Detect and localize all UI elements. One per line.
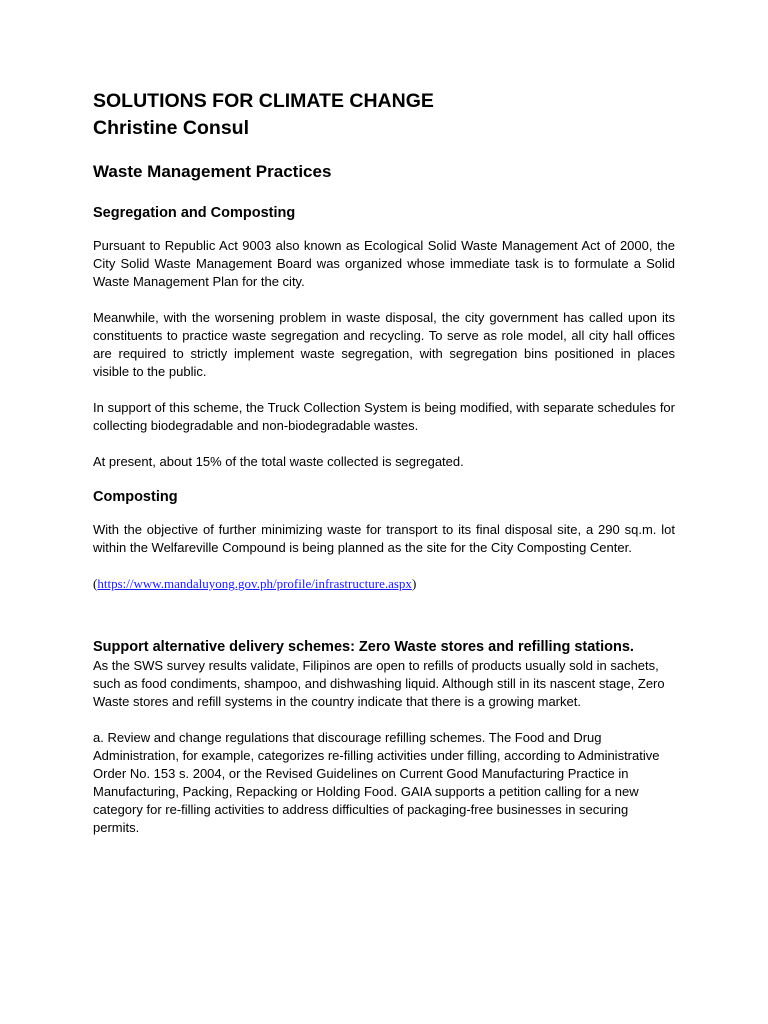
document-author: Christine Consul	[93, 117, 250, 139]
heading-composting: Composting	[93, 489, 178, 505]
segregation-paragraph-3: In support of this scheme, the Truck Collection System is being modified, with separate schedules for collecting biodegradable and non-biodegradable wastes.	[93, 400, 675, 433]
source-link[interactable]: https://www.mandaluyong.gov.ph/profile/infrastructure.aspx	[97, 576, 412, 591]
heading-support-alternative-delivery: Support alternative delivery schemes: Zero Waste stores and refilling stations.	[93, 639, 634, 655]
support-paragraph-1: As the SWS survey results validate, Filipinos are open to refills of products usually sold in sachets, such as food condiments, shampoo, and dishwashing liquid. Although still in its nascent stage, Zero Waste stores and refill systems in the country indicate that there is a growing market.	[93, 658, 665, 709]
document-page	[93, 88, 675, 837]
citation-close-paren: )	[411, 576, 417, 591]
segregation-paragraph-1: Pursuant to Republic Act 9003 also known as Ecological Solid Waste Management Act of 2000, the City Solid Waste Management Board was organized whose immediate task is to formulate a Solid Waste Management Plan for the city.	[93, 238, 675, 289]
composting-paragraph: With the objective of further minimizing waste for transport to its final disposal site, a 290 sq.m. lot within the Welfareville Compound is being planned as the site for the City Composting Center.	[93, 522, 675, 555]
segregation-paragraph-4: At present, about 15% of the total waste collected is segregated.	[93, 454, 464, 469]
heading-segregation-and-composting: Segregation and Composting	[93, 205, 296, 221]
segregation-paragraph-2: Meanwhile, with the worsening problem in waste disposal, the city government has called upon its constituents to practice waste segregation and recycling. To serve as role model, all city hall offices are required to strictly implement waste segregation, with segregation bins positioned in places visible to the public.	[93, 310, 675, 379]
citation-open-paren: (	[93, 576, 98, 591]
source-citation	[93, 575, 675, 593]
document-title: SOLUTIONS FOR CLIMATE CHANGE	[93, 90, 434, 112]
section-heading-waste-management: Waste Management Practices	[93, 162, 332, 181]
support-paragraph-2: a. Review and change regulations that discourage refilling schemes. The Food and Drug Administration, for example, categorizes re-filling activities under filling, according to Administrative Order No. 153 s. 2004, or the Revised Guidelines on Current Good Manufacturing Practice in Manufacturing, Packing, Repacking or Holding Food. GAIA supports a petition calling for a new category for re-filling activities to address difficulties of packaging-free businesses in securing permits.	[93, 730, 660, 835]
